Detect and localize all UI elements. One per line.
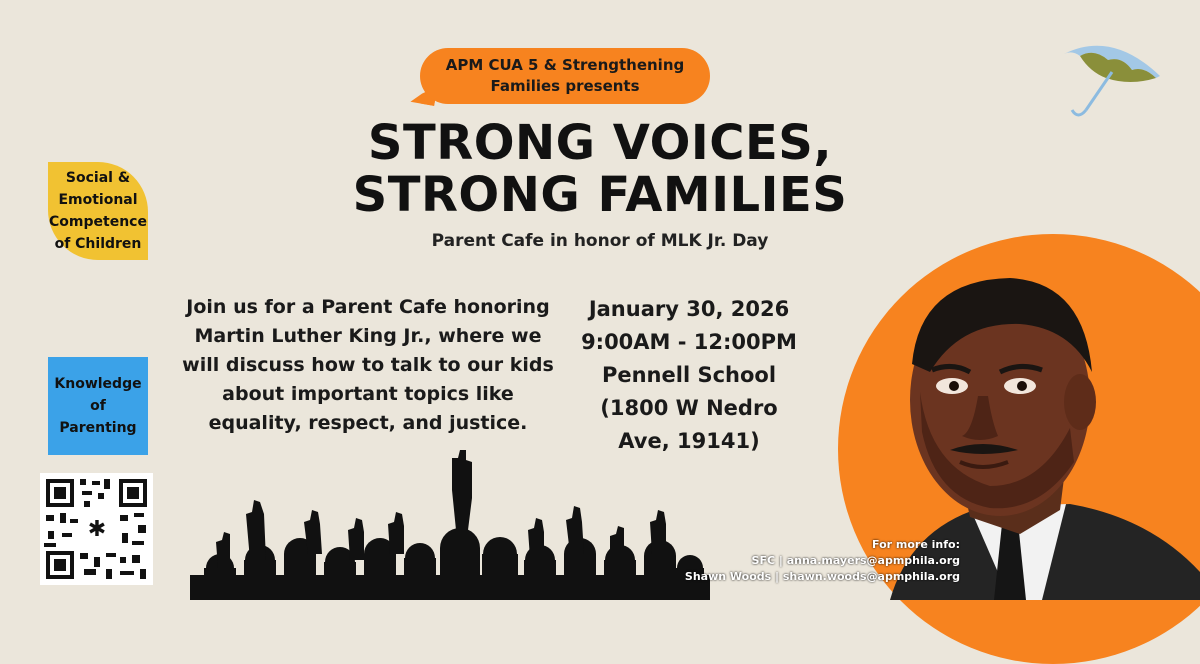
description-line: will discuss how to talk to our kids (182, 354, 554, 376)
event-details (574, 293, 804, 458)
description-line: Martin Luther King Jr., where we (194, 325, 542, 347)
contact-heading: For more info: (872, 538, 960, 551)
tag-line: Knowledge (54, 376, 142, 392)
tag-line: of Children (54, 236, 142, 252)
title-line-2: STRONG FAMILIES (352, 167, 848, 223)
title-line-1: STRONG VOICES, (367, 115, 833, 171)
tag-line: Parenting (59, 420, 137, 436)
event-description (168, 293, 568, 438)
contact-shawn-woods: Shawn Woods | shawn.woods@apmphila.org (684, 570, 960, 583)
tag-line: of (90, 398, 106, 414)
tag-line: Social & (65, 170, 131, 186)
description-line: Join us for a Parent Cafe honoring (186, 296, 550, 318)
qr-code[interactable] (40, 473, 153, 585)
presenter-bubble (420, 48, 710, 104)
event-venue: Pennell School (601, 363, 777, 387)
event-date: January 30, 2026 (588, 297, 790, 321)
tag-knowledge-of-parenting (48, 357, 148, 455)
tag-social-emotional (48, 162, 148, 260)
subtitle: Parent Cafe in honor of MLK Jr. Day (431, 231, 769, 251)
description-line: equality, respect, and justice. (208, 412, 528, 434)
event-address-line-1: (1800 W Nedro (600, 396, 778, 420)
tag-line: Emotional (58, 192, 138, 208)
tag-line: Competence (49, 214, 147, 230)
qr-code-graphic (40, 473, 153, 585)
presenter-line-1: APM CUA 5 & Strengthening (445, 56, 685, 74)
description-line: about important topics like (222, 383, 514, 405)
svg-text:✱: ✱ (87, 517, 107, 542)
contact-info (685, 537, 960, 585)
umbrella-logo-icon (1060, 36, 1164, 120)
event-time: 9:00AM - 12:00PM (581, 330, 797, 354)
raised-hands-crowd-silhouette (190, 450, 710, 600)
contact-sfc: SFC | anna.mayers@apmphila.org (751, 554, 960, 567)
presenter-line-2: Families presents (490, 77, 640, 95)
event-address-line-2: Ave, 19141) (618, 429, 760, 453)
